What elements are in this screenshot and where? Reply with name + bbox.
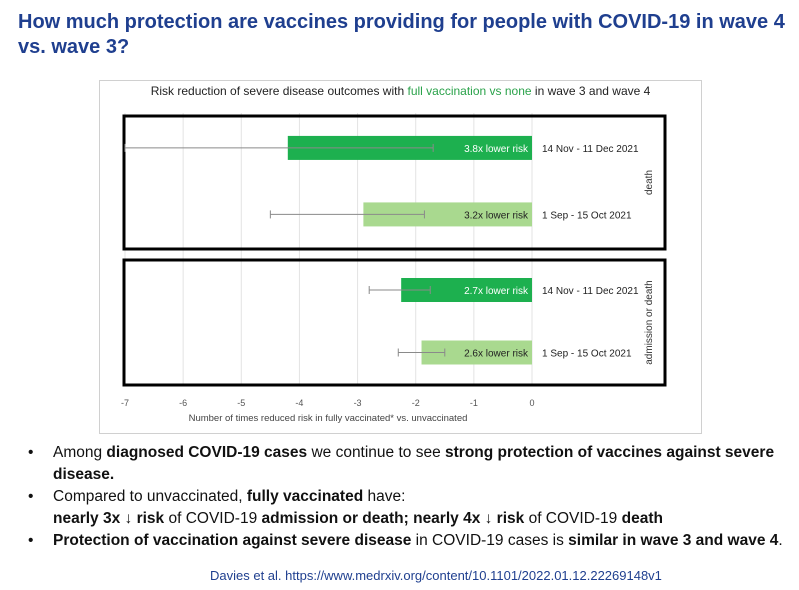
panel-label: death [644, 169, 655, 196]
x-tick-label: -2 [411, 398, 420, 408]
bullet-1 [26, 442, 791, 486]
chart-title-after: in wave 3 and wave 4 [531, 84, 651, 98]
data-label: 2.7x lower risk [464, 286, 528, 297]
bullet-run: nearly 3x ↓ risk [53, 510, 165, 527]
bullet-run: death [621, 510, 663, 527]
bullet-list [26, 442, 791, 552]
bullet-run: diagnosed COVID-19 cases [106, 444, 308, 461]
x-tick-label: -7 [120, 398, 130, 408]
bullet-run: strong protection of vaccines against severe disease. [53, 444, 775, 483]
data-label: 3.2x lower risk [464, 210, 528, 222]
slide-title: How much protection are vaccines providing for people with COVID-19 in wave 4 vs. wave 3? [18, 11, 785, 58]
bullet-3 [26, 530, 791, 552]
chart-container [99, 80, 702, 434]
x-tick-label: -6 [179, 398, 188, 408]
bullet-2 [26, 486, 791, 530]
bullet-symbol: • [28, 488, 34, 505]
x-axis-label: Number of times reduced risk in fully vaccinated* vs. unvaccinated [188, 413, 468, 424]
bullet-text-1 [53, 444, 774, 483]
bullet-run: similar in wave 3 and wave 4 [568, 532, 779, 549]
bullet-run: of COVID-19 [164, 510, 262, 527]
chart-svg [100, 81, 701, 433]
period-label: 14 Nov - 11 Dec 2021 [542, 143, 639, 155]
period-label: 1 Sep - 15 Oct 2021 [542, 348, 632, 360]
x-tick-label: 0 [529, 398, 535, 408]
bullet-run: fully vaccinated [246, 488, 364, 505]
bullet-run: of COVID-19 [524, 510, 622, 527]
bullet-symbol: • [28, 532, 34, 549]
bullet-run: Compared to unvaccinated, [53, 488, 247, 505]
bullet-run: Protection of vaccination against severe disease [53, 532, 412, 549]
bullet-run: have: [363, 488, 406, 505]
bullet-run: admission or death; nearly 4x ↓ risk [261, 510, 525, 527]
period-label: 1 Sep - 15 Oct 2021 [542, 210, 632, 222]
bullet-text-3 [53, 532, 783, 549]
bullet-run: . [778, 532, 783, 549]
x-tick-label: -3 [353, 398, 362, 408]
bullet-run: in COVID-19 cases is [411, 532, 569, 549]
data-label: 2.6x lower risk [464, 348, 528, 360]
bullet-run: we continue to see [307, 444, 446, 461]
bullet-text-2 [53, 488, 663, 527]
bullet-symbol: • [28, 444, 34, 461]
chart-title-highlight: full vaccination vs none [407, 84, 532, 98]
data-label: 3.8x lower risk [464, 143, 528, 155]
chart-title-before: Risk reduction of severe disease outcomes with [150, 84, 408, 98]
panel-frame [124, 260, 665, 385]
x-tick-label: -4 [295, 398, 304, 408]
panel-label: admission or death [644, 280, 655, 365]
x-tick-label: -1 [469, 398, 478, 408]
period-label: 14 Nov - 11 Dec 2021 [542, 286, 639, 297]
citation: Davies et al. https://www.medrxiv.org/content/10.1101/2022.01.12.22269148v1 [210, 568, 662, 583]
bullet-run: Among [53, 444, 107, 461]
x-tick-label: -5 [237, 398, 246, 408]
